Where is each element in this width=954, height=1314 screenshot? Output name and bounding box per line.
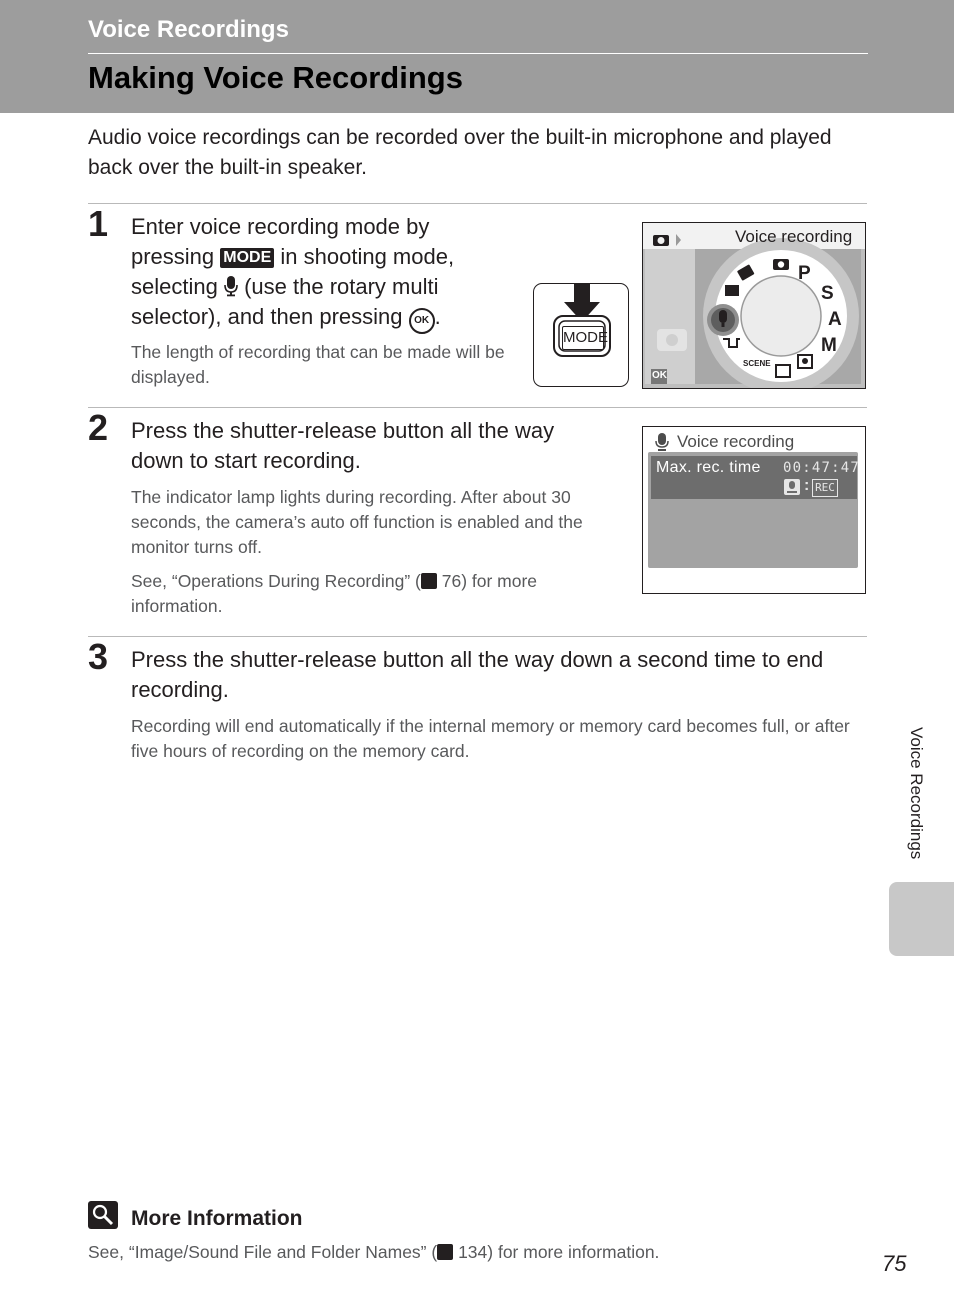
step-3-body: Recording will end automatically if the internal memory or memory card becomes full, or after five hours of recording on the memory card. [131,716,850,761]
microphone-icon [224,275,238,297]
more-information-text: See, “Image/Sound File and Folder Names” ( 134) for more information. [88,1242,660,1262]
step-2-heading: Press the shutter-release button all the way down to start recording. [131,418,555,473]
step-2-number: 2 [88,407,109,448]
colon-separator: : [804,477,810,494]
step-2-body: The indicator lamp lights during recording. After about 30 seconds, the camera’s auto off function is enabled and the monitor turns off. See, “Operations During Recording” ( 76) for more information. [131,487,583,616]
step-1-number: 1 [88,203,109,244]
screen1-title: Voice recording [735,227,853,246]
dial-scene-label: SCENE [743,359,771,368]
microphone-icon [655,432,669,452]
header-rule [88,53,868,54]
rec-badge: REC [812,479,838,497]
step-1-rule [88,203,867,204]
max-rec-time-value: 00:47:47 [783,460,861,476]
mode-button-illustration [533,283,629,387]
step-2-rule [88,407,867,408]
screen-recording [642,426,866,594]
max-rec-time-label: Max. rec. time [656,459,761,476]
step-3-heading: Press the shutter-release button all the way down a second time to end recording. [131,647,824,702]
page-title: Making Voice Recordings [88,60,463,95]
dial-letter-s: S [821,283,834,304]
mode-button-label: MODE [562,326,604,350]
more-information-icon [88,1201,118,1229]
step-1-body: The length of recording that can be made will be displayed. [131,342,505,387]
side-tab [889,882,954,956]
dial-letter-a: A [828,309,842,330]
step-3-rule [88,636,867,637]
screen-mode-select [642,222,866,389]
internal-memory-icon [783,478,801,496]
intro-paragraph: Audio voice recordings can be recorded over the built-in microphone and played back over the built-in speaker. [88,126,832,179]
mode-button-glyph: MODE [220,248,274,268]
dial-letter-m: M [821,335,837,356]
page-reference-icon [437,1244,453,1260]
step-3-number: 3 [88,636,109,677]
ok-button-glyph: OK [409,308,435,334]
section-label: Voice Recordings [88,16,289,43]
step-1-heading: Enter voice recording mode by pressing MODE in shooting mode, selecting (use the rotary multi selector), and then pressing OK . [131,212,511,334]
side-tab-label: Voice Recordings [907,727,926,860]
page-number: 75 [882,1251,907,1276]
ok-indicator: OK [652,370,667,381]
more-information-title: More Information [131,1207,303,1230]
dial-letter-p: P [798,263,811,284]
screen2-title: Voice recording [677,432,795,451]
page-reference-icon [421,573,437,589]
